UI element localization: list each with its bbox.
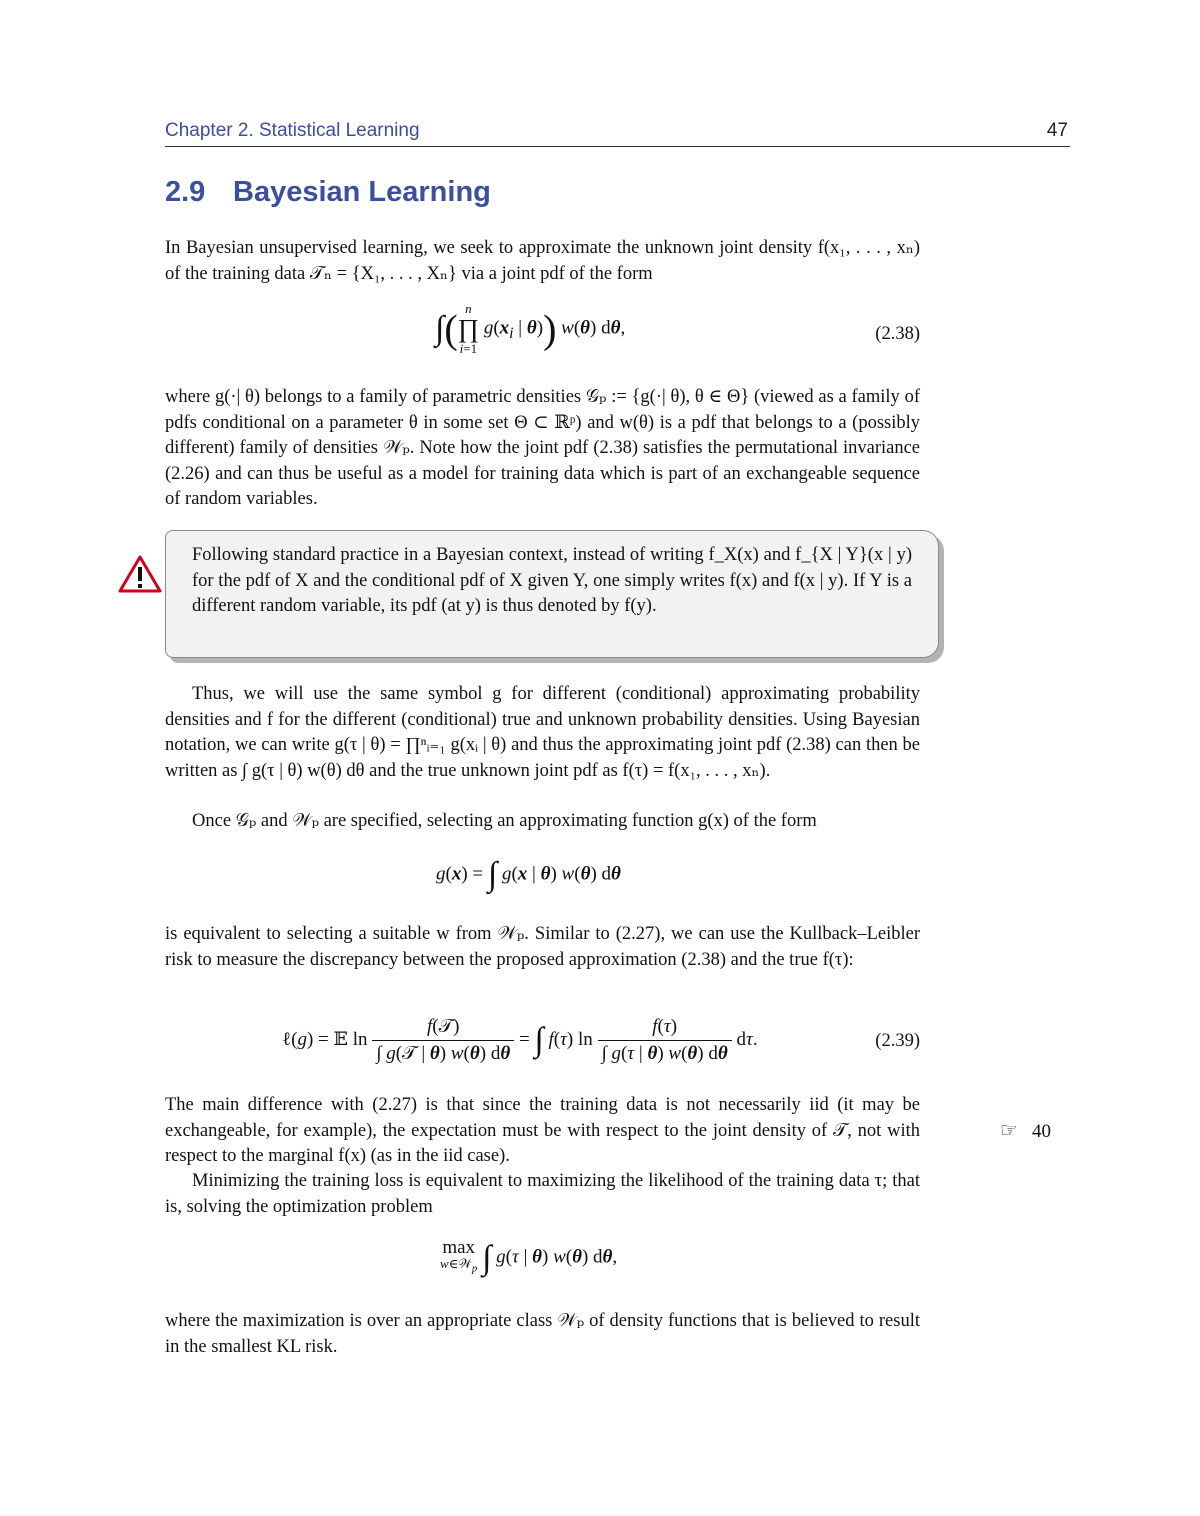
reference-page: 40 <box>1031 1121 1051 1142</box>
running-header <box>165 118 1070 147</box>
paragraph-minimizing <box>165 1169 920 1220</box>
paragraph-text: Thus, we will use the same symbol g for different (conditional) approximating probability densities and f for the different (conditional) true and unknown probability densities. Using Bayesian notation, we can write g(τ | θ) = ∏ⁿᵢ₌₁ g(xᵢ | θ) and thus the approximating joint pdf (2.38) can then be written as ∫ g(τ | θ) w(θ) dθ and the true unknown joint pdf as f(τ) = f(x₁, . . . , xₙ). <box>165 684 920 781</box>
paragraph-text: is equivalent to selecting a suitable w from 𝒲ₚ. Similar to (2.27), we can use the Kullback–Leibler risk to measure the discrepancy between the proposed approximation (2.38) and the true f(τ): <box>165 924 920 970</box>
equation-max: max w∈𝒲$_p$ ∫ g(τ | θ) w(θ) dθ, <box>440 1237 618 1277</box>
paragraph-intro <box>165 236 920 287</box>
section-title: Bayesian Learning <box>233 176 491 208</box>
equation-2-39: ℓ(g) = 𝔼 ln $\frac{\text{f(𝒯)}}{\text{∫ g(𝒯 | θ) w(θ) dθ}}$ = ∫ f(τ) ln $\frac{f(\tau)}{\int g(\tau | \theta) w(\theta) d\theta}$ dτ. <box>282 1016 758 1064</box>
paragraph-parametric <box>165 385 920 513</box>
note-text: Following standard practice in a Bayesian context, instead of writing f_X(x) and f_{X | Y}(x | y) for the pdf of X and the conditional pdf of X given Y, one simply writes f(x) and f(x | y). If Y is a different random variable, its pdf (at y) is thus denoted by f(y). <box>192 545 912 616</box>
equation-2-38: ∫( n ∏ i=1 $g(x_i$ | θ)) w(θ) dθ, <box>435 301 626 356</box>
paragraph-text: where g(·| θ) belongs to a family of parametric densities 𝒢ₚ := {g(·| θ), θ ∈ Θ} (viewed as a family of pdfs conditional on a parameter θ in some set Θ ⊂ ℝᵖ) and w(θ) is a pdf that belongs to a (possibly different) family of densities 𝒲ₚ. Note how the joint pdf (2.38) satisfies the permutational invariance (2.26) and can thus be useful as a model for training data which is part of an exchangeable sequence of random variables. <box>165 387 920 509</box>
paragraph-text: Once 𝒢ₚ and 𝒲ₚ are specified, selecting an approximating function g(x) of the form <box>192 811 817 831</box>
pointing-hand-icon: ☞ <box>1000 1118 1018 1142</box>
paragraph-kl <box>165 922 920 973</box>
notation-note-box <box>165 530 939 658</box>
equation-g-x: g(x) = ∫ g(x | θ) w(θ) dθ <box>436 856 621 893</box>
paragraph-notation <box>165 682 920 784</box>
paragraph-text: The main difference with (2.27) is that since the training data is not necessarily iid (it may be exchangeable, for example), the expectation must be with respect to the joint density of 𝒯, not with respect to the marginal f(x) (as in the iid case). <box>165 1095 920 1166</box>
paragraph-text: In Bayesian unsupervised learning, we seek to approximate the unknown joint density f(x₁, . . . , xₙ) of the training data 𝒯ₙ = {X₁, . . . , Xₙ} via a joint pdf of the form <box>165 238 920 284</box>
margin-page-reference[interactable] <box>1000 1118 1051 1143</box>
section-number: 2.9 <box>165 176 206 208</box>
equation-number: (2.39) <box>875 1031 920 1051</box>
section-heading <box>165 176 491 209</box>
paragraph-once <box>165 809 920 835</box>
warning-triangle-icon <box>118 555 162 593</box>
paragraph-difference <box>165 1093 920 1170</box>
chapter-title: Chapter 2. Statistical Learning <box>165 120 420 141</box>
equation-number: (2.38) <box>875 324 920 344</box>
paragraph-text: Minimizing the training loss is equivalent to maximizing the likelihood of the training data τ; that is, solving the optimization problem <box>165 1171 920 1217</box>
page-number: 47 <box>1046 120 1068 141</box>
paragraph-text: where the maximization is over an appropriate class 𝒲ₚ of density functions that is believed to result in the smallest KL risk. <box>165 1311 920 1357</box>
paragraph-maximization <box>165 1309 920 1360</box>
